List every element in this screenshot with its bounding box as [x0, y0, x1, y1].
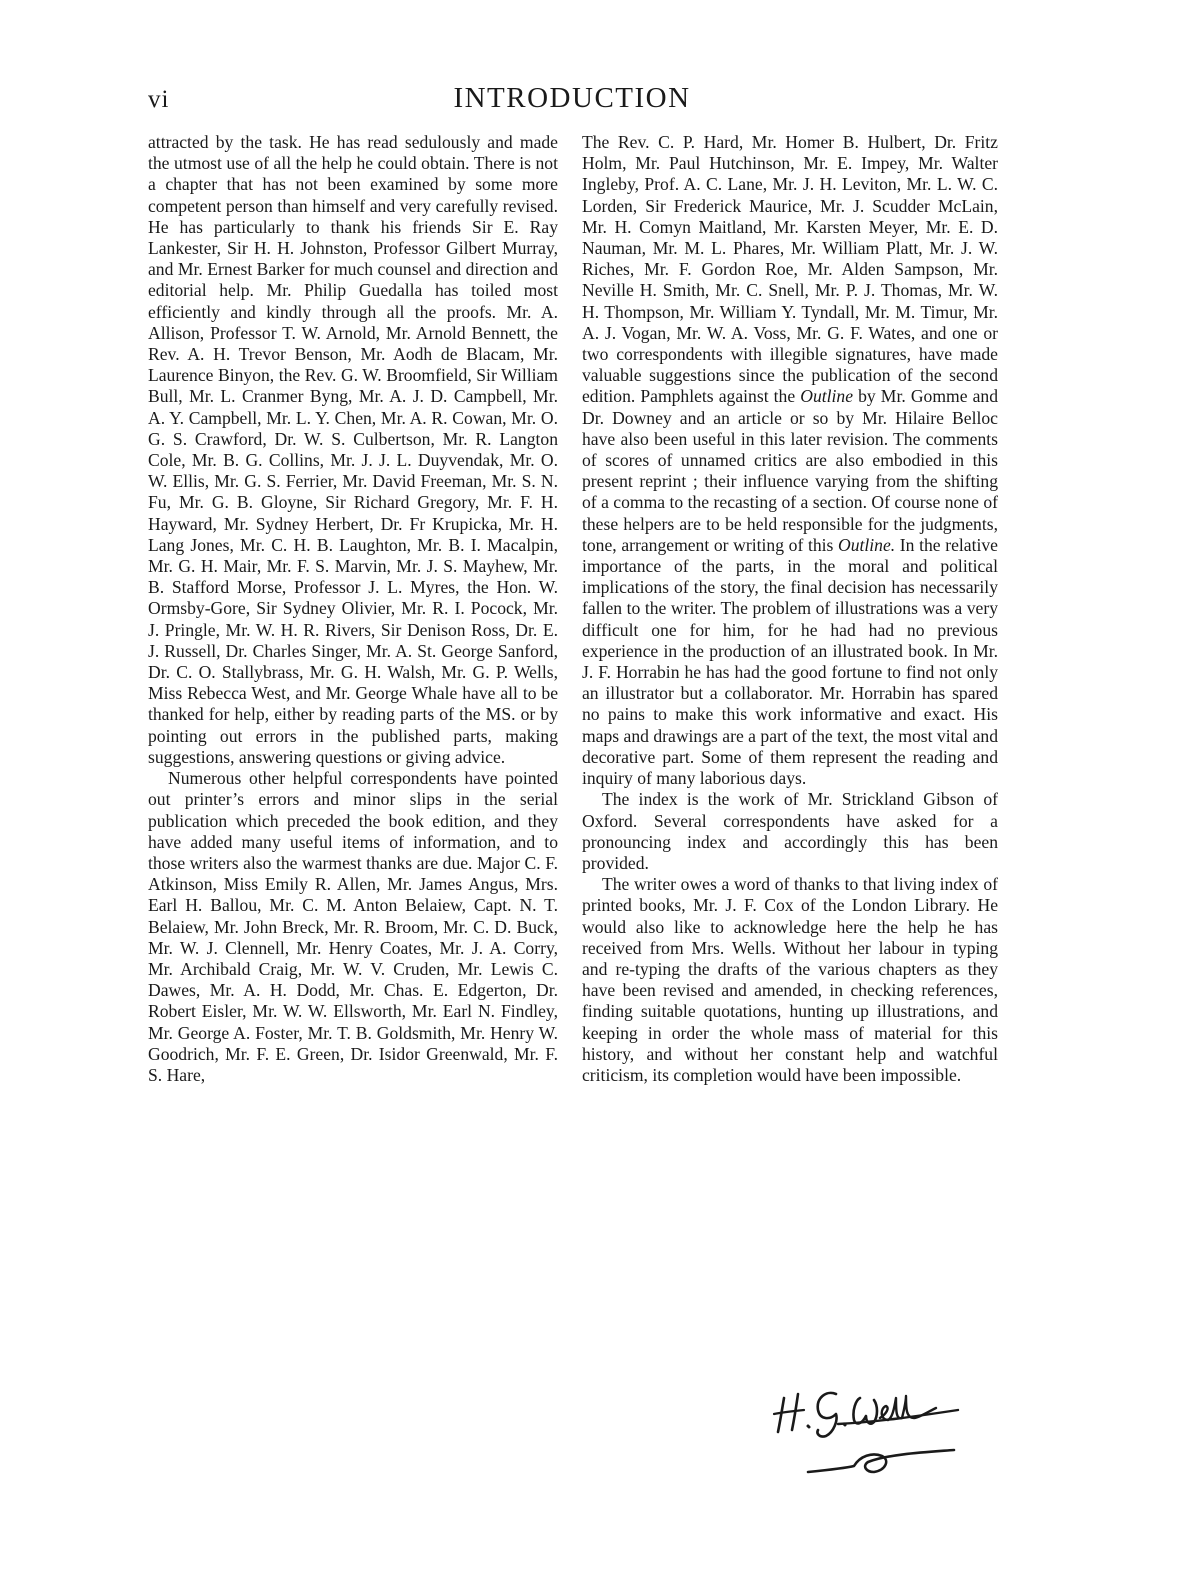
text-run: by Mr. Gomme and Dr. Downey and an article or so by Mr. Hilaire Belloc have also been useful in this later revision. The comments of scores of unnamed critics are also embodied in this present reprint ; their influence varying from the shifting of a comma to the recasting of a section. Of course none of these helpers are to be held responsible for the judgments, tone, arrangement or writing of this	[582, 386, 998, 555]
signature-stroke	[808, 1426, 809, 1427]
page-number: vi	[148, 86, 170, 113]
page-header	[148, 82, 996, 126]
signature-stroke	[808, 1450, 954, 1472]
paragraph-thanks: The writer owes a word of thanks to that living index of printed books, Mr. J. F. Cox of the London Library. He would also like to acknowledge here the help he has received from Mrs. Wells. Without her labour in typing and re-typing the drafts of the various chapters as they have been revised and amended, in checking references, finding suitable quotations, hunting up illustrations, and keeping in order the whole mass of material for this history, and without her constant help and watchful criticism, its completion would have been impossible.	[582, 874, 998, 1085]
text-run: The Rev. C. P. Hard, Mr. Homer B. Hulbert, Dr. Fritz Holm, Mr. Paul Hutchinson, Mr. E. Impey, Mr. Walter Ingleby, Prof. A. C. Lane, Mr. J. H. Leviton, Mr. L. W. C. Lorden, Sir Frederick Maurice, Mr. J. Scudder McLain, Mr. H. Comyn Maitland, Mr. Karsten Meyer, Mr. E. D. Nauman, Mr. M. L. Phares, Mr. William Platt, Mr. J. W. Riches, Mr. F. Gordon Roe, Mr. Alden Sampson, Mr. Neville H. Smith, Mr. C. Snell, Mr. P. J. Thomas, Mr. W. H. Thompson, Mr. William Y. Tyndall, Mr. M. Timur, Mr. A. J. Vogan, Mr. W. A. Voss, Mr. G. F. Wates, and one or two correspondents with illegible signatures, have made valuable suggestions since the publication of the second edition. Pamphlets against the	[582, 132, 998, 407]
paragraph-correspondents-continued	[582, 132, 998, 789]
signature-image	[768, 1380, 968, 1490]
signature-stroke	[778, 1398, 784, 1432]
left-column	[148, 132, 558, 1086]
emphasis-outline: Outline.	[838, 534, 896, 555]
paragraph-index: The index is the work of Mr. Strickland Gibson of Oxford. Several correspondents have asked for a pronouncing index and accordingly this has been provided.	[582, 789, 998, 873]
right-column	[582, 132, 998, 1086]
paragraph-correspondents: Numerous other helpful correspondents have pointed out printer’s errors and minor slips in the serial publication which preceded the book edition, and they have added many useful items of information, and to those writers also the warmest thanks are due. Major C. F. Atkinson, Miss Emily R. Allen, Mr. James Angus, Mrs. Earl H. Ballou, Mr. C. M. Anton Belaiew, Capt. N. T. Belaiew, Mr. John Breck, Mr. R. Broom, Mr. C. D. Buck, Mr. W. J. Clennell, Mr. Henry Coates, Mr. J. A. Corry, Mr. Archibald Craig, Mr. W. V. Cruden, Mr. Lewis C. Dawes, Mr. A. H. Dodd, Mr. Chas. E. Edgerton, Dr. Robert Eisler, Mr. W. W. Ellsworth, Mr. Earl N. Findley, Mr. George A. Foster, Mr. T. B. Goldsmith, Mr. Henry W. Goodrich, Mr. F. E. Green, Dr. Isidor Greenwald, Mr. F. S. Hare,	[148, 768, 558, 1085]
signature-stroke	[817, 1393, 836, 1437]
running-head: INTRODUCTION	[453, 82, 691, 114]
text-run: In the relative importance of the parts, in the moral and political implications of the story, the final decision has necessarily fallen to the writer. The problem of illustrations was a very difficult one for him, for he had had no previous experience in the production of an illustrated book. In Mr. J. F. Horrabin he has had the good fortune to find not only an illustrator but a collaborator. Mr. Horrabin has spared no pains to make this work informative and exact. His maps and drawings are a part of the text, the most vital and decorative part. Some of them represent the reading and inquiry of many laborious days.	[582, 534, 998, 789]
signature-stroke	[774, 1410, 804, 1414]
emphasis-outline: Outline	[800, 386, 854, 407]
paragraph-acknowledgements: attracted by the task. He has read sedulously and made the utmost use of all the help he could obtain. There is not a chapter that has not been examined by some more competent person than himself and very carefully revised. He has particularly to thank his friends Sir E. Ray Lankester, Sir H. H. Johnston, Professor Gilbert Murray, and Mr. Ernest Barker for much counsel and direction and editorial help. Mr. Philip Guedalla has toiled most efficiently and kindly through all the proofs. Mr. A. Allison, Professor T. W. Arnold, Mr. Arnold Bennett, the Rev. A. H. Trevor Benson, Mr. Aodh de Blacam, Mr. Laurence Binyon, the Rev. G. W. Broomfield, Sir William Bull, Mr. L. Cranmer Byng, Mr. A. J. D. Campbell, Mr. A. Y. Campbell, Mr. L. Y. Chen, Mr. A. R. Cowan, Mr. O. G. S. Crawford, Dr. W. S. Culbertson, Mr. R. Langton Cole, Mr. B. G. Collins, Mr. J. J. L. Duyvendak, Mr. O. W. Ellis, Mr. G. S. Ferrier, Mr. David Freeman, Mr. S. N. Fu, Mr. G. B. Gloyne, Sir Richard Gregory, Mr. F. H. Hayward, Mr. Sydney Herbert, Dr. Fr Krupicka, Mr. H. Lang Jones, Mr. C. H. B. Laughton, Mr. B. I. Macalpin, Mr. G. H. Mair, Mr. F. S. Marvin, Mr. J. S. Mayhew, Mr. B. Stafford Morse, Professor J. L. Myres, the Hon. W. Ormsby-Gore, Sir Sydney Olivier, Mr. R. I. Pocock, Mr. J. Pringle, Mr. W. H. R. Rivers, Sir Denison Ross, Dr. E. J. Russell, Dr. Charles Singer, Mr. A. St. George Sanford, Dr. C. O. Stallybrass, Mr. G. H. Walsh, Mr. G. P. Wells, Miss Rebecca West, and Mr. George Whale have all to be thanked for help, either by reading parts of the MS. or by pointing out errors in the published parts, making suggestions, answering questions or giving advice.	[148, 132, 558, 767]
signature-stroke	[853, 1398, 877, 1424]
